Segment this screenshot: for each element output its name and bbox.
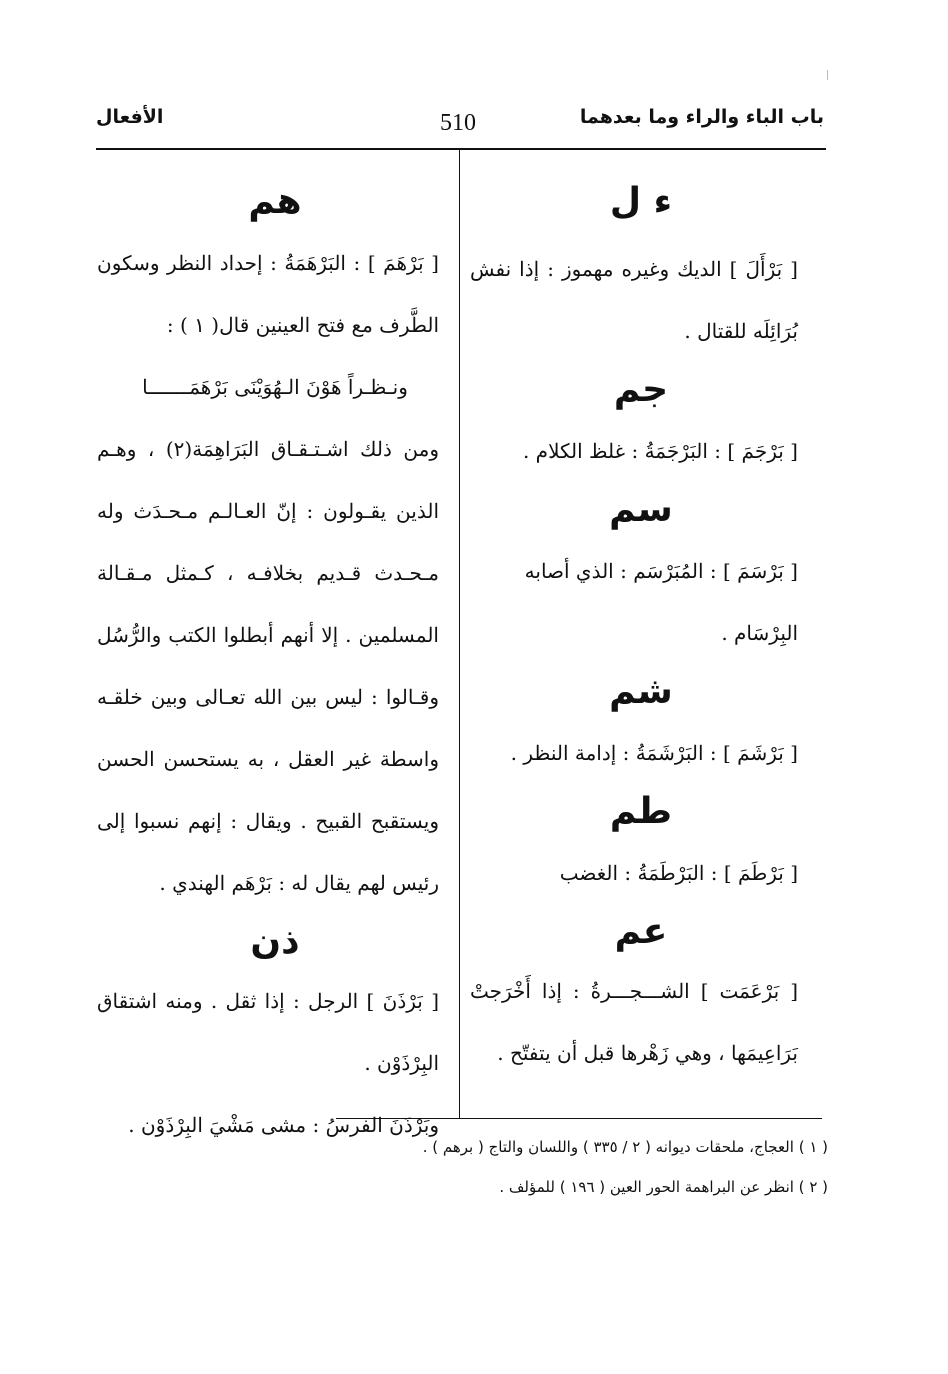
margin-mark [827,70,828,80]
entry-text: [ بَرْأَلَ ] الديك وغيره مهموز : إذا نفش بُرَائِلَه للقتال . [470,257,798,343]
entry-heading: سم [609,489,673,530]
entry-text: [ بَرْذَنَ ] الرجل : إذا ثقل . ومنه اشتقاق البِرْذَوْن . [97,989,439,1075]
footnote: ( ٢ ) انظر عن البراهمة الحور العين ( ١٩٦ ) للمؤلف . [499,1178,828,1196]
entry-heading: هم [248,181,302,222]
page-header [96,100,824,144]
right-column [470,170,812,1084]
section-title: الأفعال [96,106,164,128]
chapter-title: باب الباء والراء وما بعدهما [579,106,824,128]
entry-text: [ بَرْعَمَت ] الشـــجـــرةُ : إذا أَخْرَجتْ بَرَاعِيمَها ، وهي زَهْرها قبل أن يتفتّح . [470,979,798,1065]
footnote-rule [336,1118,822,1119]
column-divider [459,150,460,1118]
entry-text: [ بَرْسَمَ ] : المُبَرْسَم : الذي أصابه البِرْسَام . [524,559,798,645]
entry-heading: جم [613,369,669,410]
entry-text: وبَرْذَنَ الفرسُ : مشى مَشْيَ البِرْذَوْن . [128,1113,439,1137]
entry-heading: ء ل [609,181,673,222]
entry-heading: شم [609,671,673,712]
left-column [97,170,453,1156]
footnote: ( ١ ) العجاج، ملحقات ديوانه ( ٢ / ٣٣٥ ) واللسان والتاج ( برهم ) . [422,1138,828,1156]
entry-text: [ بَرْطَمَ ] : البَرْطَمَةُ : الغضب [559,861,798,885]
entry-heading: طم [609,791,673,832]
entry-heading: ذن [250,921,300,962]
entry-text: [ بَرْشَمَ ] : البَرْشَمَةُ : إدامة النظر . [510,741,798,765]
entry-heading: عم [614,911,668,952]
page-number: 510 [440,110,476,136]
entry-text: ومن ذلك اشـتـقـاق البَرَاهِمَة(٢) ، وهـم الذين يقـولون : إنّ العـالـم مـحـدَث وله مـحـدث قـديم بخلافـه ، كـمثل مـقـالة المسلمين . إلا أنهم أبطلوا الكتب والرُّسُل وقـالوا : ليس بين الله تعـالى وبين خلقـه واسطة غير العقل ، به يستحسن الحسن ويستقبح القبيح . ويقال : إنهم نسبوا إلى رئيس لهم يقال له : بَرْهَم الهندي . [97,437,439,895]
poetry-verse: ونـظـراً هَوْنَ الـهُوَيْنَى بَرْهَمَـــــــا [142,375,408,399]
entry-text: [ بَرْجَمَ ] : البَرْجَمَةُ : غلظ الكلام . [522,439,798,463]
header-rule [96,148,826,150]
entry-text: [ بَرْهَمَ ] : البَرْهَمَةُ : إحداد النظر وسكون الطَّرف مع فتح العينين قال( ١ ) : [97,251,439,337]
